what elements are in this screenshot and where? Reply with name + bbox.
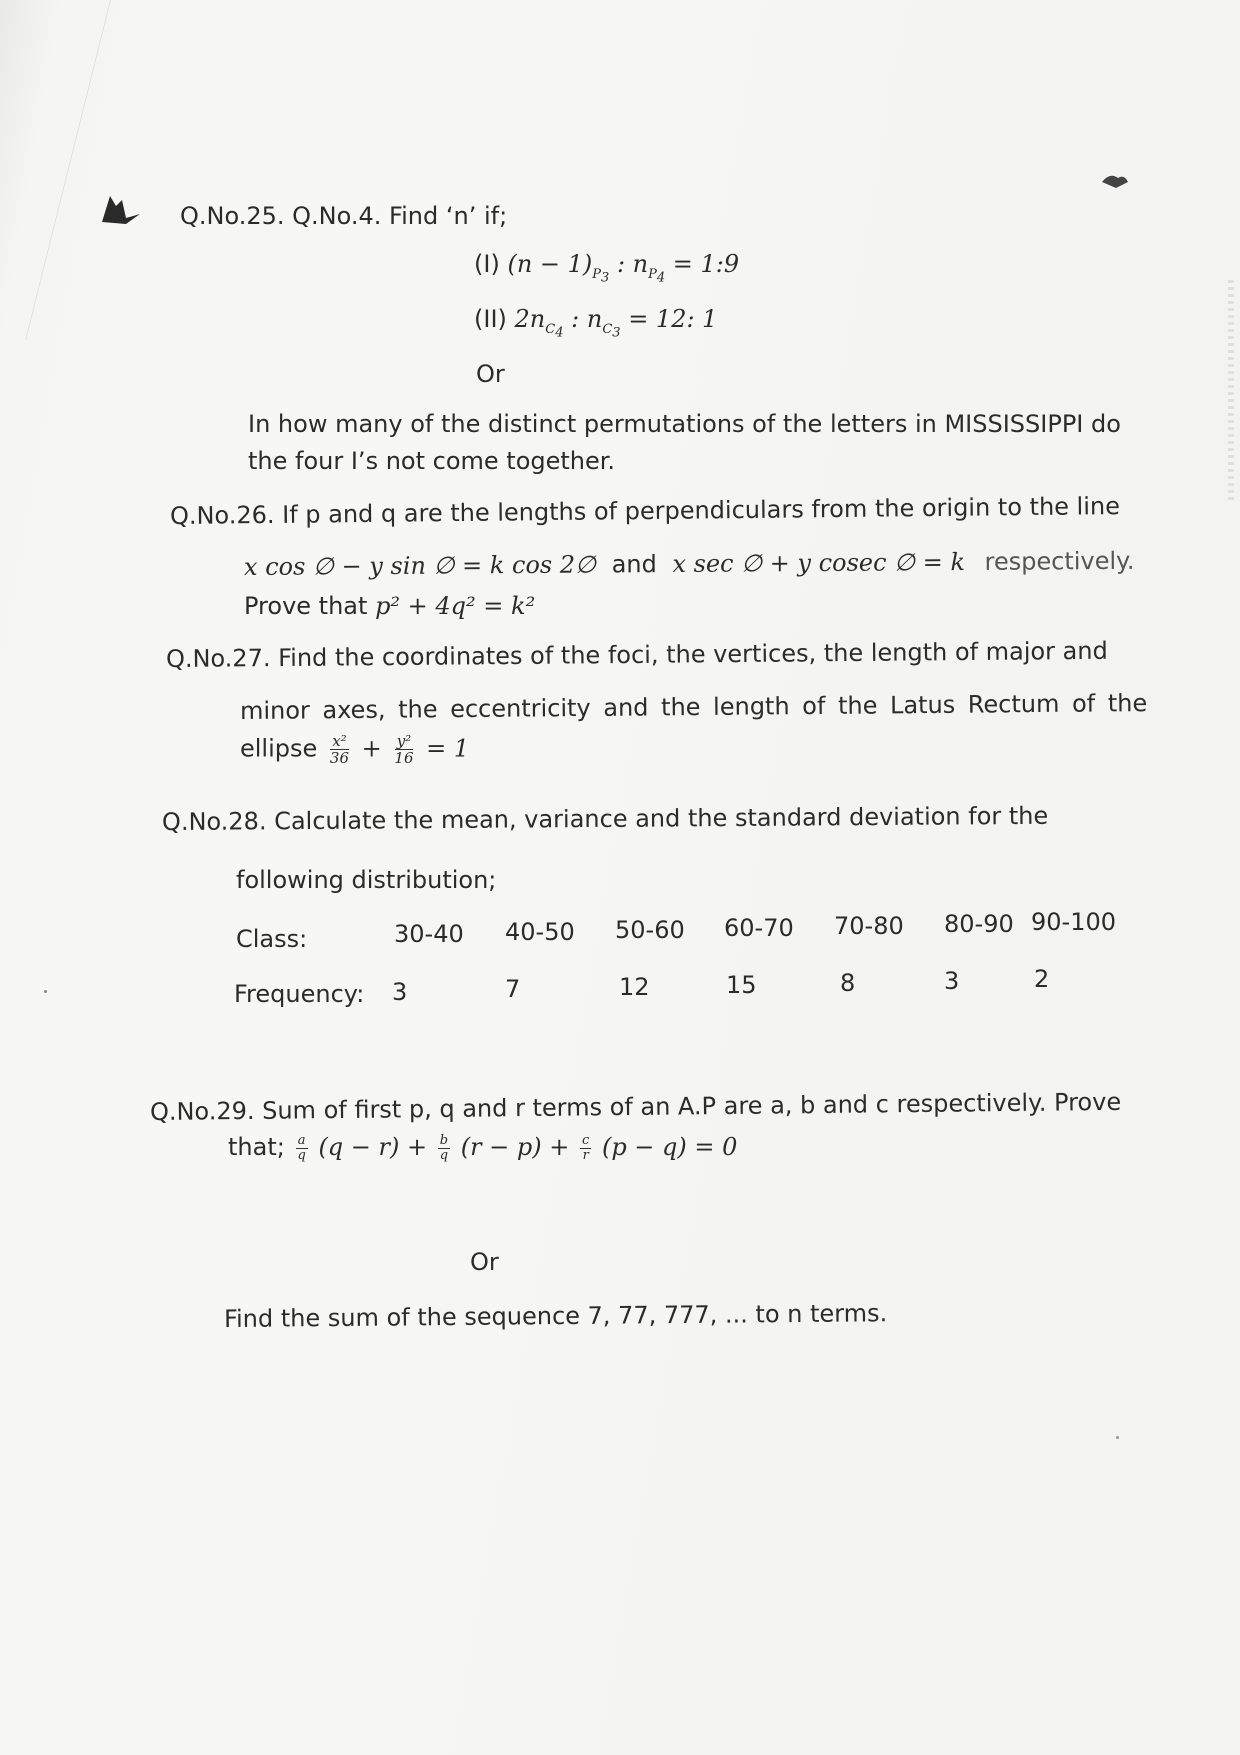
- q27-fraction-y: [392, 733, 415, 766]
- q27-ellipse-word: ellipse: [240, 734, 318, 763]
- q28-frequency-cell: 15: [726, 971, 757, 999]
- q26-prove-line: [244, 592, 535, 620]
- q25-part2-rhs: = 12: 1: [628, 305, 718, 333]
- q25-part2-label: (II): [474, 305, 507, 333]
- edge-marks: [1228, 280, 1234, 500]
- q28-frequency-label: Frequency:: [234, 980, 365, 1008]
- q26-prove-eq: p² + 4q² = k²: [375, 592, 536, 620]
- q27-f1-num: x²: [332, 732, 347, 750]
- q25-alt-line1: In how many of the distinct permutations of the letters in MISSISSIPPI do: [248, 410, 1121, 438]
- q29-frac-a: [295, 1134, 307, 1163]
- q25-alt-line2: the four I’s not come together.: [248, 447, 616, 475]
- paper-speck: [44, 990, 47, 993]
- corner-mark-icon: [1098, 168, 1132, 194]
- q29-header: Q.No.29. Sum of first p, q and r terms of an A.P are a, b and c respectively. Prove: [149, 1087, 1122, 1126]
- q25-part1-lhs: (n − 1): [507, 250, 593, 278]
- q25-part1-sub1: P: [592, 266, 602, 282]
- q29-q1: q: [297, 1147, 306, 1163]
- q25-part1: [474, 250, 739, 285]
- q26-eq2: x sec ∅ + y cosec ∅ = k: [672, 547, 966, 579]
- q29-r: r: [582, 1147, 589, 1163]
- q27-line2: minor axes, the eccentricity and the length of the Latus Rectum of the: [239, 689, 1148, 725]
- q28-class-cell: 30-40: [394, 920, 464, 948]
- q28-frequency-cell: 12: [619, 973, 650, 1001]
- q29-frac-c: [580, 1134, 591, 1163]
- q25-part2-sub2: C: [602, 321, 613, 337]
- q28-class-cell: 50-60: [615, 916, 685, 944]
- paper-speck: [1116, 1436, 1119, 1439]
- q29-term3: (p − q) = 0: [601, 1133, 738, 1161]
- q27-rhs: = 1: [426, 734, 470, 763]
- q25-header: Q.No.25. Q.No.4. Find ‘n’ if;: [180, 202, 508, 230]
- paper-crease: [0, 0, 111, 340]
- q29-equation-line: [228, 1133, 737, 1163]
- q25-part1-sub2b: 4: [656, 270, 666, 286]
- q29-alt: Find the sum of the sequence 7, 77, 777, ... to n terms.: [223, 1299, 888, 1333]
- q29-or: Or: [470, 1248, 499, 1276]
- q27-plus: +: [361, 734, 382, 763]
- q27-f1-den: 36: [329, 749, 350, 767]
- q29-that: that;: [228, 1133, 285, 1161]
- q25-part2-lhs: 2n: [514, 305, 546, 333]
- q28-class-cell: 90-100: [1031, 908, 1117, 936]
- q28-class-label: Class:: [236, 925, 308, 953]
- q28-class-cell: 70-80: [834, 912, 904, 940]
- q27-f2-den: 16: [394, 749, 414, 767]
- q25-part1-rhs: = 1:9: [672, 250, 740, 278]
- q29-term1: (q − r) +: [318, 1133, 428, 1161]
- q27-f2-num: y²: [396, 732, 412, 750]
- bullet-mark-icon: [100, 192, 142, 226]
- q25-part1-mid: : n: [616, 250, 649, 278]
- q29-term2: (r − p) +: [460, 1133, 570, 1161]
- q25-or: Or: [476, 360, 505, 388]
- q29-frac-b: [438, 1134, 450, 1163]
- q28-frequency-cell: 8: [840, 969, 856, 997]
- q25-part1-label: (I): [474, 250, 500, 278]
- q29-a: a: [297, 1132, 306, 1148]
- q25-part1-sub1b: 3: [601, 270, 610, 286]
- q27-fraction-x: [328, 733, 351, 766]
- q28-line2: following distribution;: [236, 866, 497, 894]
- q25-part2: [474, 305, 717, 340]
- q28-frequency-cell: 7: [505, 975, 521, 1003]
- q28-frequency-cell: 2: [1034, 965, 1050, 993]
- q25-part1-sub2: P: [648, 266, 657, 282]
- q27-ellipse-line: [240, 733, 469, 766]
- q27-header: Q.No.27. Find the coordinates of the foci, the vertices, the length of major and: [165, 636, 1108, 673]
- q26-respectively: respectively.: [984, 546, 1135, 576]
- q28-class-cell: 40-50: [505, 918, 575, 946]
- q25-part2-sub1: C: [545, 321, 556, 337]
- q29-c: c: [582, 1132, 590, 1148]
- q26-eq1: x cos ∅ − y sin ∅ = k cos 2∅: [243, 550, 597, 581]
- q29-b: b: [439, 1132, 449, 1148]
- q28-header: Q.No.28. Calculate the mean, variance and the standard deviation for the: [161, 801, 1049, 836]
- q26-and: and: [611, 550, 657, 579]
- q26-header: Q.No.26. If p and q are the lengths of perpendiculars from the origin to the line: [169, 492, 1121, 530]
- q26-prove-prefix: Prove that: [244, 592, 368, 620]
- q28-frequency-cell: 3: [944, 967, 960, 995]
- q25-part2-sub2b: 3: [612, 325, 621, 341]
- q28-class-cell: 60-70: [724, 914, 794, 942]
- q28-class-cell: 80-90: [944, 910, 1014, 938]
- q25-part2-mid: : n: [571, 305, 603, 333]
- q25-part2-sub1b: 4: [555, 325, 564, 341]
- q29-q2: q: [439, 1147, 449, 1163]
- q26-equation-line: [244, 547, 1135, 581]
- q28-frequency-cell: 3: [392, 978, 408, 1006]
